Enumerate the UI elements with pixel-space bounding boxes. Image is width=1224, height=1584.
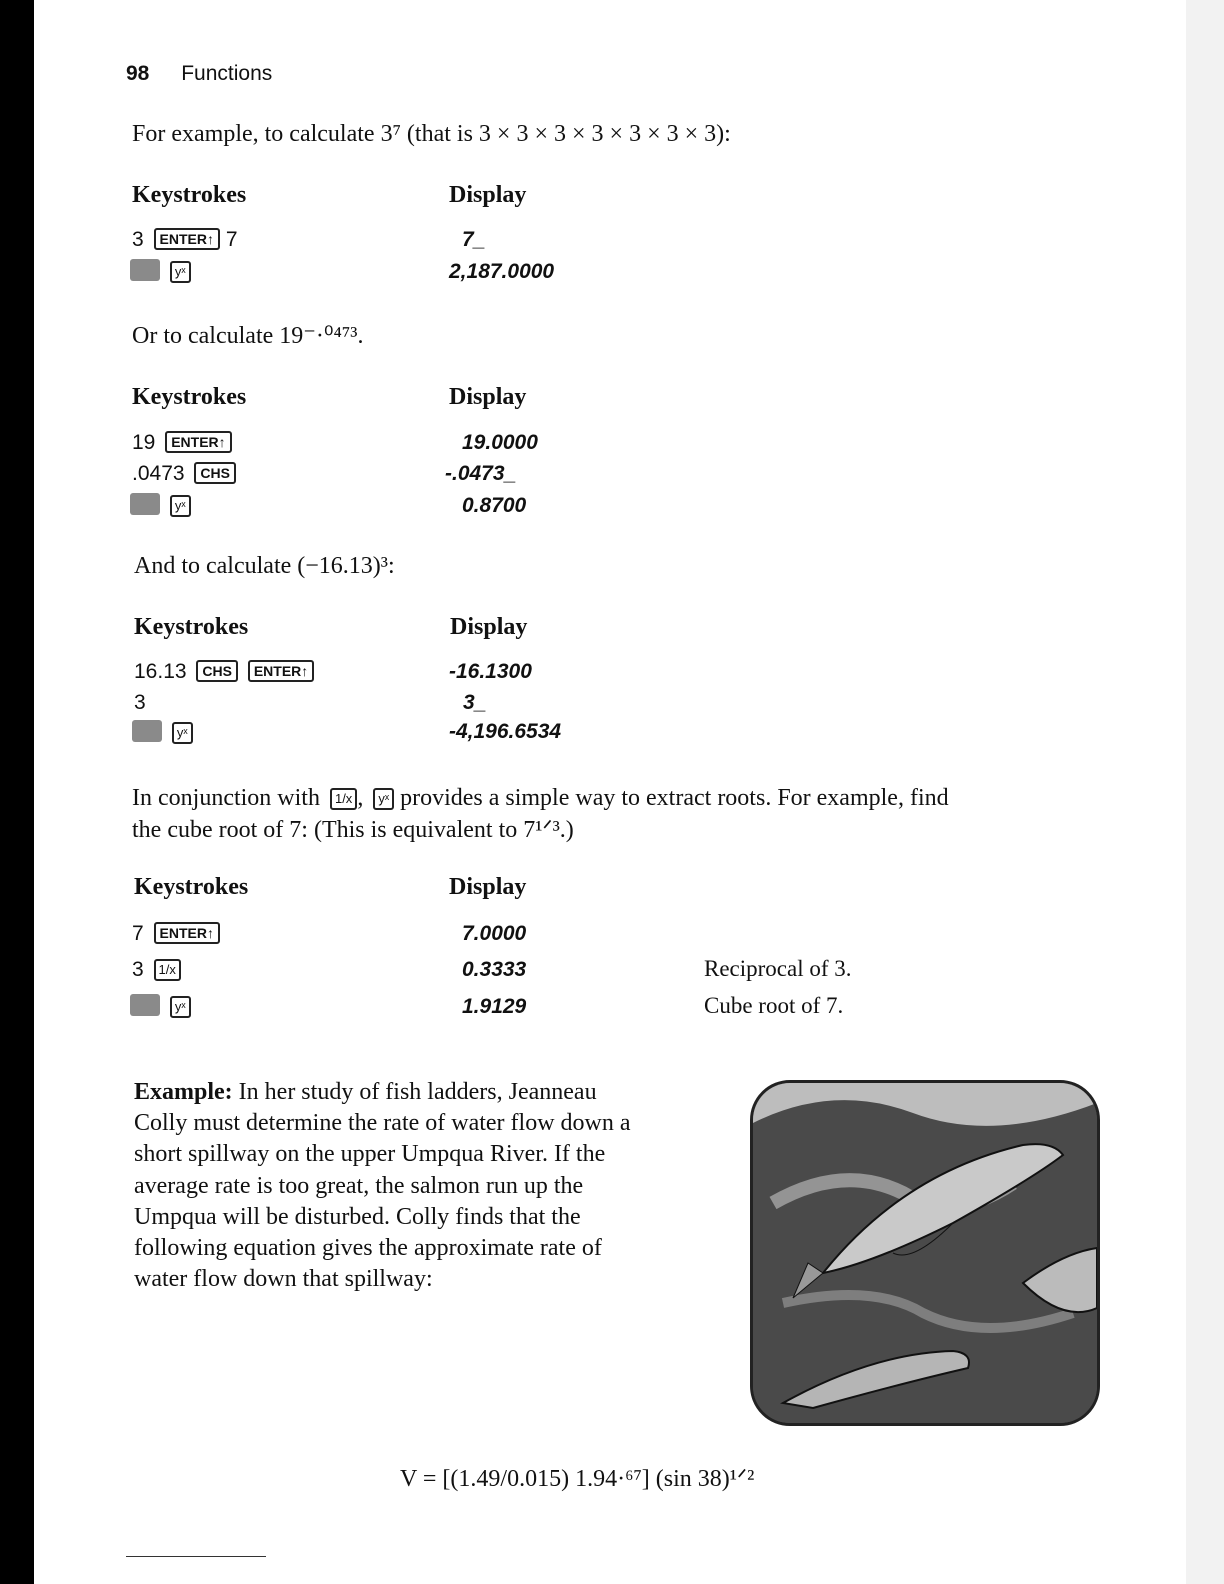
example-paragraph xyxy=(134,1077,674,1295)
intro-paragraph-1: For example, to calculate 3⁷ (that is 3 × 3 × 3 × 3 × 3 × 3 × 3): xyxy=(132,121,731,147)
display-value: 3_ xyxy=(463,691,487,714)
keystroke-row xyxy=(130,994,191,1019)
shift-key-icon xyxy=(130,259,160,281)
keystroke-value: 3 xyxy=(132,228,144,251)
display-value: 19.0000 xyxy=(462,431,538,454)
intro-paragraph-4 xyxy=(132,782,1092,846)
paragraph-line: short spillway on the upper Umpqua River. If the xyxy=(134,1141,606,1168)
display-value: -4,196.6534 xyxy=(449,720,562,743)
reciprocal-key: 1/x xyxy=(330,788,357,810)
reciprocal-key: 1/x xyxy=(154,959,181,981)
enter-key: ENTER↑ xyxy=(154,922,220,944)
keystroke-value: 3 xyxy=(132,958,144,981)
keystroke-row xyxy=(132,958,181,982)
display-value: -.0473_ xyxy=(445,462,517,485)
section-title: Functions xyxy=(181,62,273,85)
paragraph-line: Umpqua will be disturbed. Colly finds that the xyxy=(134,1203,581,1230)
page-number: 98 xyxy=(126,62,150,85)
text-run: In her study of fish ladders, Jeanneau xyxy=(238,1079,597,1105)
display-value: 0.8700 xyxy=(462,494,527,517)
salmon-illustration xyxy=(750,1080,1100,1426)
display-value: 7.0000 xyxy=(462,922,527,945)
keystroke-value: 7 xyxy=(225,228,238,251)
paragraph-line: following equation gives the approximate rate of xyxy=(134,1235,602,1262)
scan-edge-left xyxy=(0,0,34,1584)
keystroke-value: 3 xyxy=(134,691,146,714)
text-run: , xyxy=(357,785,364,811)
display-value: 7_ xyxy=(462,228,486,251)
step-note: Cube root of 7. xyxy=(704,993,844,1018)
step-note: Reciprocal of 3. xyxy=(704,956,852,981)
shift-key-icon xyxy=(132,720,162,742)
keystroke-row xyxy=(132,431,232,455)
footnote-rule xyxy=(126,1556,266,1557)
chs-key: CHS xyxy=(196,660,238,682)
power-key: yˣ xyxy=(170,261,191,283)
shift-key-icon xyxy=(130,994,160,1016)
display-value: -16.1300 xyxy=(449,660,532,683)
keystroke-value: 16.13 xyxy=(134,660,187,683)
display-value: 1.9129 xyxy=(462,995,527,1018)
keystroke-row xyxy=(130,259,191,284)
keystroke-value: 19 xyxy=(132,431,156,454)
display-header: Display xyxy=(449,384,527,410)
display-header: Display xyxy=(449,874,527,900)
scan-edge-right xyxy=(1186,0,1224,1584)
keystroke-value: 7 xyxy=(132,922,144,945)
keystrokes-header: Keystrokes xyxy=(132,384,247,410)
paragraph-line xyxy=(134,1077,674,1108)
enter-key: ENTER↑ xyxy=(165,431,231,453)
page-header xyxy=(126,62,272,86)
intro-paragraph-2: Or to calculate 19⁻·⁰⁴⁷³. xyxy=(132,323,364,349)
paragraph-line xyxy=(132,782,1092,814)
keystroke-row xyxy=(134,660,314,684)
text-run: In conjunction with xyxy=(132,785,320,811)
paragraph-line: average rate is too great, the salmon run up the xyxy=(134,1172,584,1199)
keystroke-row xyxy=(132,228,238,252)
keystroke-row xyxy=(130,493,191,518)
display-value: 0.3333 xyxy=(462,958,527,981)
paragraph-line: Colly must determine the rate of water flow down a xyxy=(134,1110,631,1137)
flow-equation: V = [(1.49/0.015) 1.94·⁶⁷] (sin 38)¹ᐟ² xyxy=(400,1466,755,1492)
shift-key-icon xyxy=(130,493,160,515)
display-value: 2,187.0000 xyxy=(449,260,555,283)
keystroke-row xyxy=(132,922,220,946)
power-key: yˣ xyxy=(172,722,193,744)
text-run: provides a simple way to extract roots. For example, find xyxy=(400,785,949,811)
keystrokes-header: Keystrokes xyxy=(132,182,247,208)
display-header: Display xyxy=(450,614,528,640)
power-key: yˣ xyxy=(373,788,394,810)
paragraph-line: water flow down that spillway: xyxy=(134,1266,433,1293)
power-key: yˣ xyxy=(170,495,191,517)
power-key: yˣ xyxy=(170,996,191,1018)
paragraph-line: the cube root of 7: (This is equivalent to 7¹ᐟ³.) xyxy=(132,817,574,843)
keystroke-value: .0473 xyxy=(132,462,185,485)
keystroke-row xyxy=(132,462,236,486)
chs-key: CHS xyxy=(194,462,236,484)
display-header: Display xyxy=(449,182,527,208)
example-label: Example: xyxy=(134,1079,233,1105)
salmon-drawing xyxy=(753,1083,1097,1423)
keystrokes-header: Keystrokes xyxy=(134,614,249,640)
keystrokes-header: Keystrokes xyxy=(134,874,249,900)
enter-key: ENTER↑ xyxy=(154,228,220,250)
enter-key: ENTER↑ xyxy=(248,660,314,682)
keystroke-row xyxy=(132,720,193,745)
intro-paragraph-3: And to calculate (−16.13)³: xyxy=(134,553,395,579)
